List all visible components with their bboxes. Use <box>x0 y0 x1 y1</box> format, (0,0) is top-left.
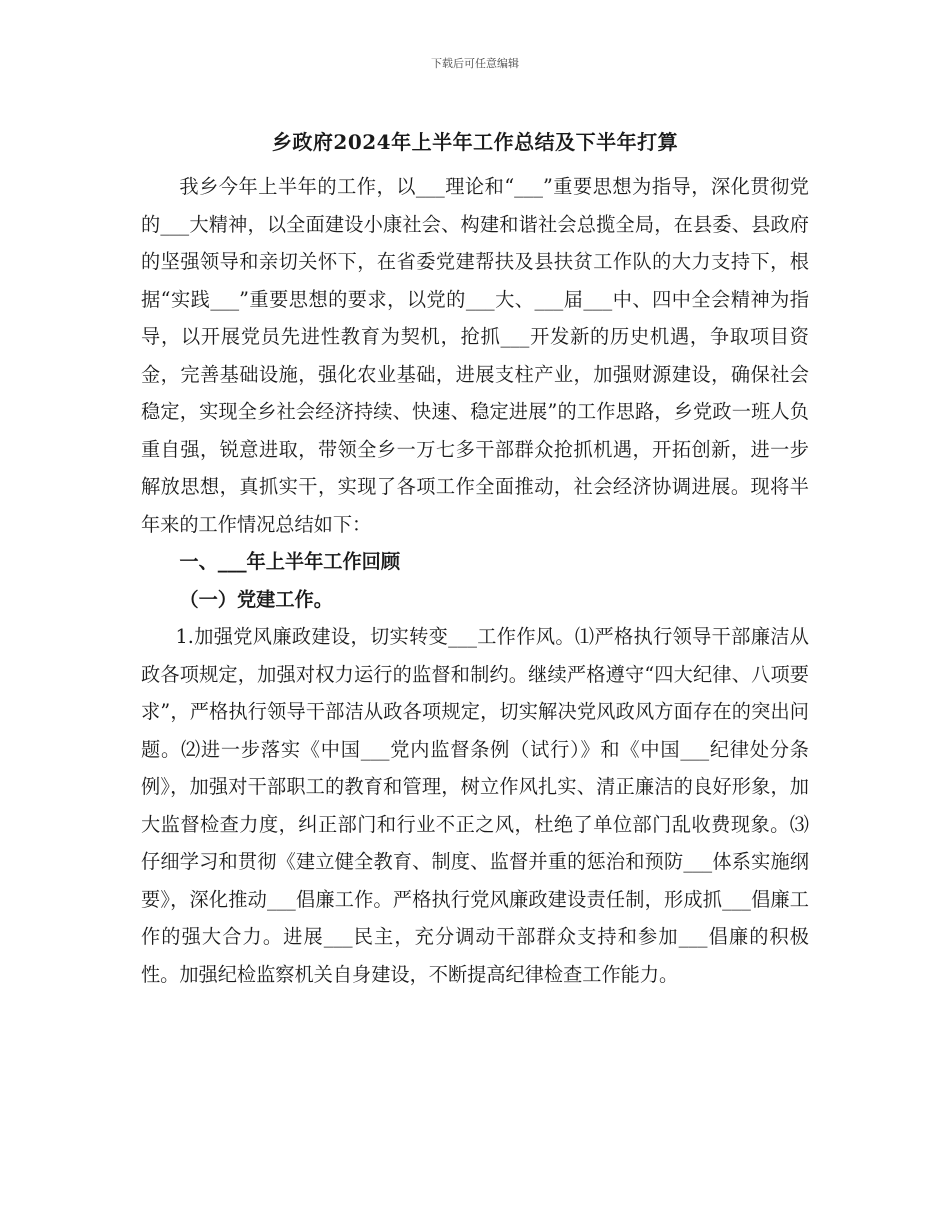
document-body <box>141 168 809 993</box>
section-heading: 一、___年上半年工作回顾 <box>179 550 401 573</box>
intro-paragraph: 我乡今年上半年的工作，以___理论和“___”重要思想为指导，深化贯彻党的___大精神，以全面建设小康社会、构建和谐社会总揽全局，在县委、县政府的坚强领导和亲切关怀下，在省委党建帮扶及县扶贫工作队的大力支持下，根据“实践___”重要思想的要求，以党的___大、___届___中、四中全会精神为指导，以开展党员先进性教育为契机，抢抓___开发新的历史机遇，争取项目资金，完善基础设施，强化农业基础，进展支柱产业，加强财源建设，确保社会稳定，实现全乡社会经济持续、快速、稳定进展”的工作思路，乡党政一班人负重自强，锐意进取，带领全乡一万七多干部群众抢抓机遇，开拓创新，进一步解放思想，真抓实干，实现了各项工作全面推动，社会经济协调进展。现将半年来的工作情况总结如下： <box>141 175 809 536</box>
subsection-heading: （一）党建工作。 <box>179 587 333 611</box>
document-title: 乡政府2024年上半年工作总结及下半年打算 <box>271 130 679 154</box>
item-paragraph: 1.加强党风廉政建设，切实转变___工作作风。⑴严格执行领导干部廉洁从政各项规定，加强对权力运行的监督和制约。继续严格遵守“四大纪律、八项要求”，严格执行领导干部洁从政各项规定，切实解决党风政风方面存在的突出问题。⑵进一步落实《中国___党内监督条例（试行）》和《中国___纪律处分条例》，加强对干部职工的教育和管理，树立作风扎实、清正廉洁的良好形象，加大监督检查力度，纠正部门和行业不正之风，杜绝了单位部门乱收费现象。⑶仔细学习和贯彻《建立健全教育、制度、监督并重的惩治和预防___体系实施纲要》，深化推动___倡廉工作。严格执行党风廉政建设责任制，形成抓___倡廉工作的强大合力。进展___民主，充分调动干部群众支持和参加___倡廉的积极性。加强纪检监察机关自身建设，不断提高纪律检查工作能力。 <box>141 625 809 986</box>
header-note: 下载后可任意编辑 <box>431 57 519 70</box>
